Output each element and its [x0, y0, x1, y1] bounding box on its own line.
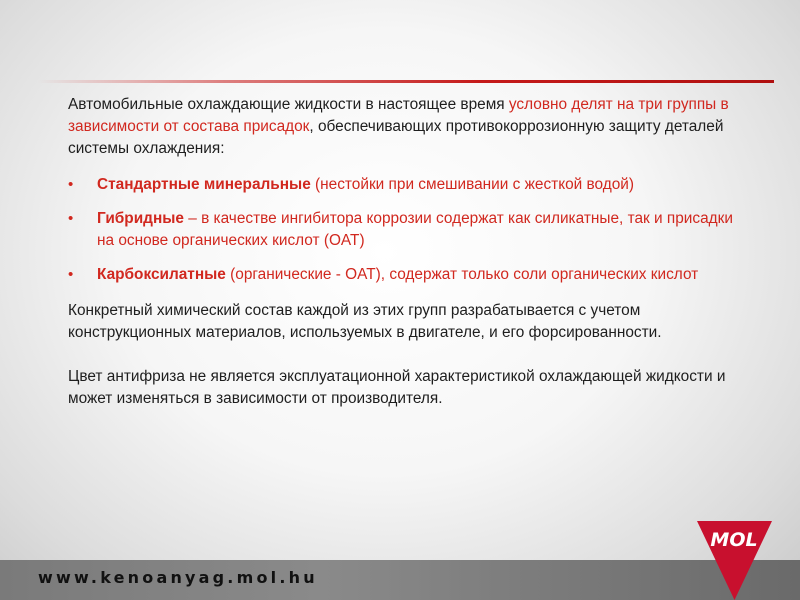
bullet-desc: – в качестве ингибитора коррозии содержат как силикатные, так и присадки на основе органических кислот (OAT): [97, 210, 733, 249]
list-item: [68, 174, 748, 196]
intro-paragraph: [68, 94, 748, 160]
composition-paragraph: Конкретный химический состав каждой из этих групп разрабатывается с учетом конструкционных материалов, используемых в двигателе, и его форсированности.: [68, 302, 662, 341]
mol-logo-text: MOL: [710, 529, 758, 551]
intro-text-end: , обеспечивающих противокоррозионную защиту деталей системы охлаждения:: [68, 118, 724, 157]
bullet-desc: (нестойки при смешивании с жесткой водой): [310, 176, 635, 193]
top-red-rule: [38, 80, 774, 83]
slide-content: [68, 94, 748, 410]
antifreeze-color-paragraph: Цвет антифриза не является эксплуатационной характеристикой охлаждающей жидкости и может изменяться в зависимости от производителя.: [68, 368, 726, 407]
bullet-icon: •: [68, 210, 74, 227]
intro-highlight: условно делят на три группы в зависимости от состава присадок: [68, 96, 729, 135]
bullet-term: Гибридные: [97, 210, 184, 227]
bullet-term: Стандартные минеральные: [97, 176, 311, 193]
footer-url: www.kenoanyag.mol.hu: [38, 568, 318, 587]
bullet-term: Карбоксилатные: [97, 266, 226, 283]
mol-logo: [697, 521, 772, 600]
list-item: [68, 208, 748, 252]
intro-text: Автомобильные охлаждающие жидкости в настоящее время: [68, 96, 509, 113]
bullet-desc: (органические - OAT), содержат только соли органических кислот: [225, 266, 699, 283]
bullet-icon: •: [68, 176, 74, 193]
coolant-groups-list: [68, 174, 748, 286]
bullet-icon: •: [68, 266, 74, 283]
list-item: [68, 264, 748, 286]
